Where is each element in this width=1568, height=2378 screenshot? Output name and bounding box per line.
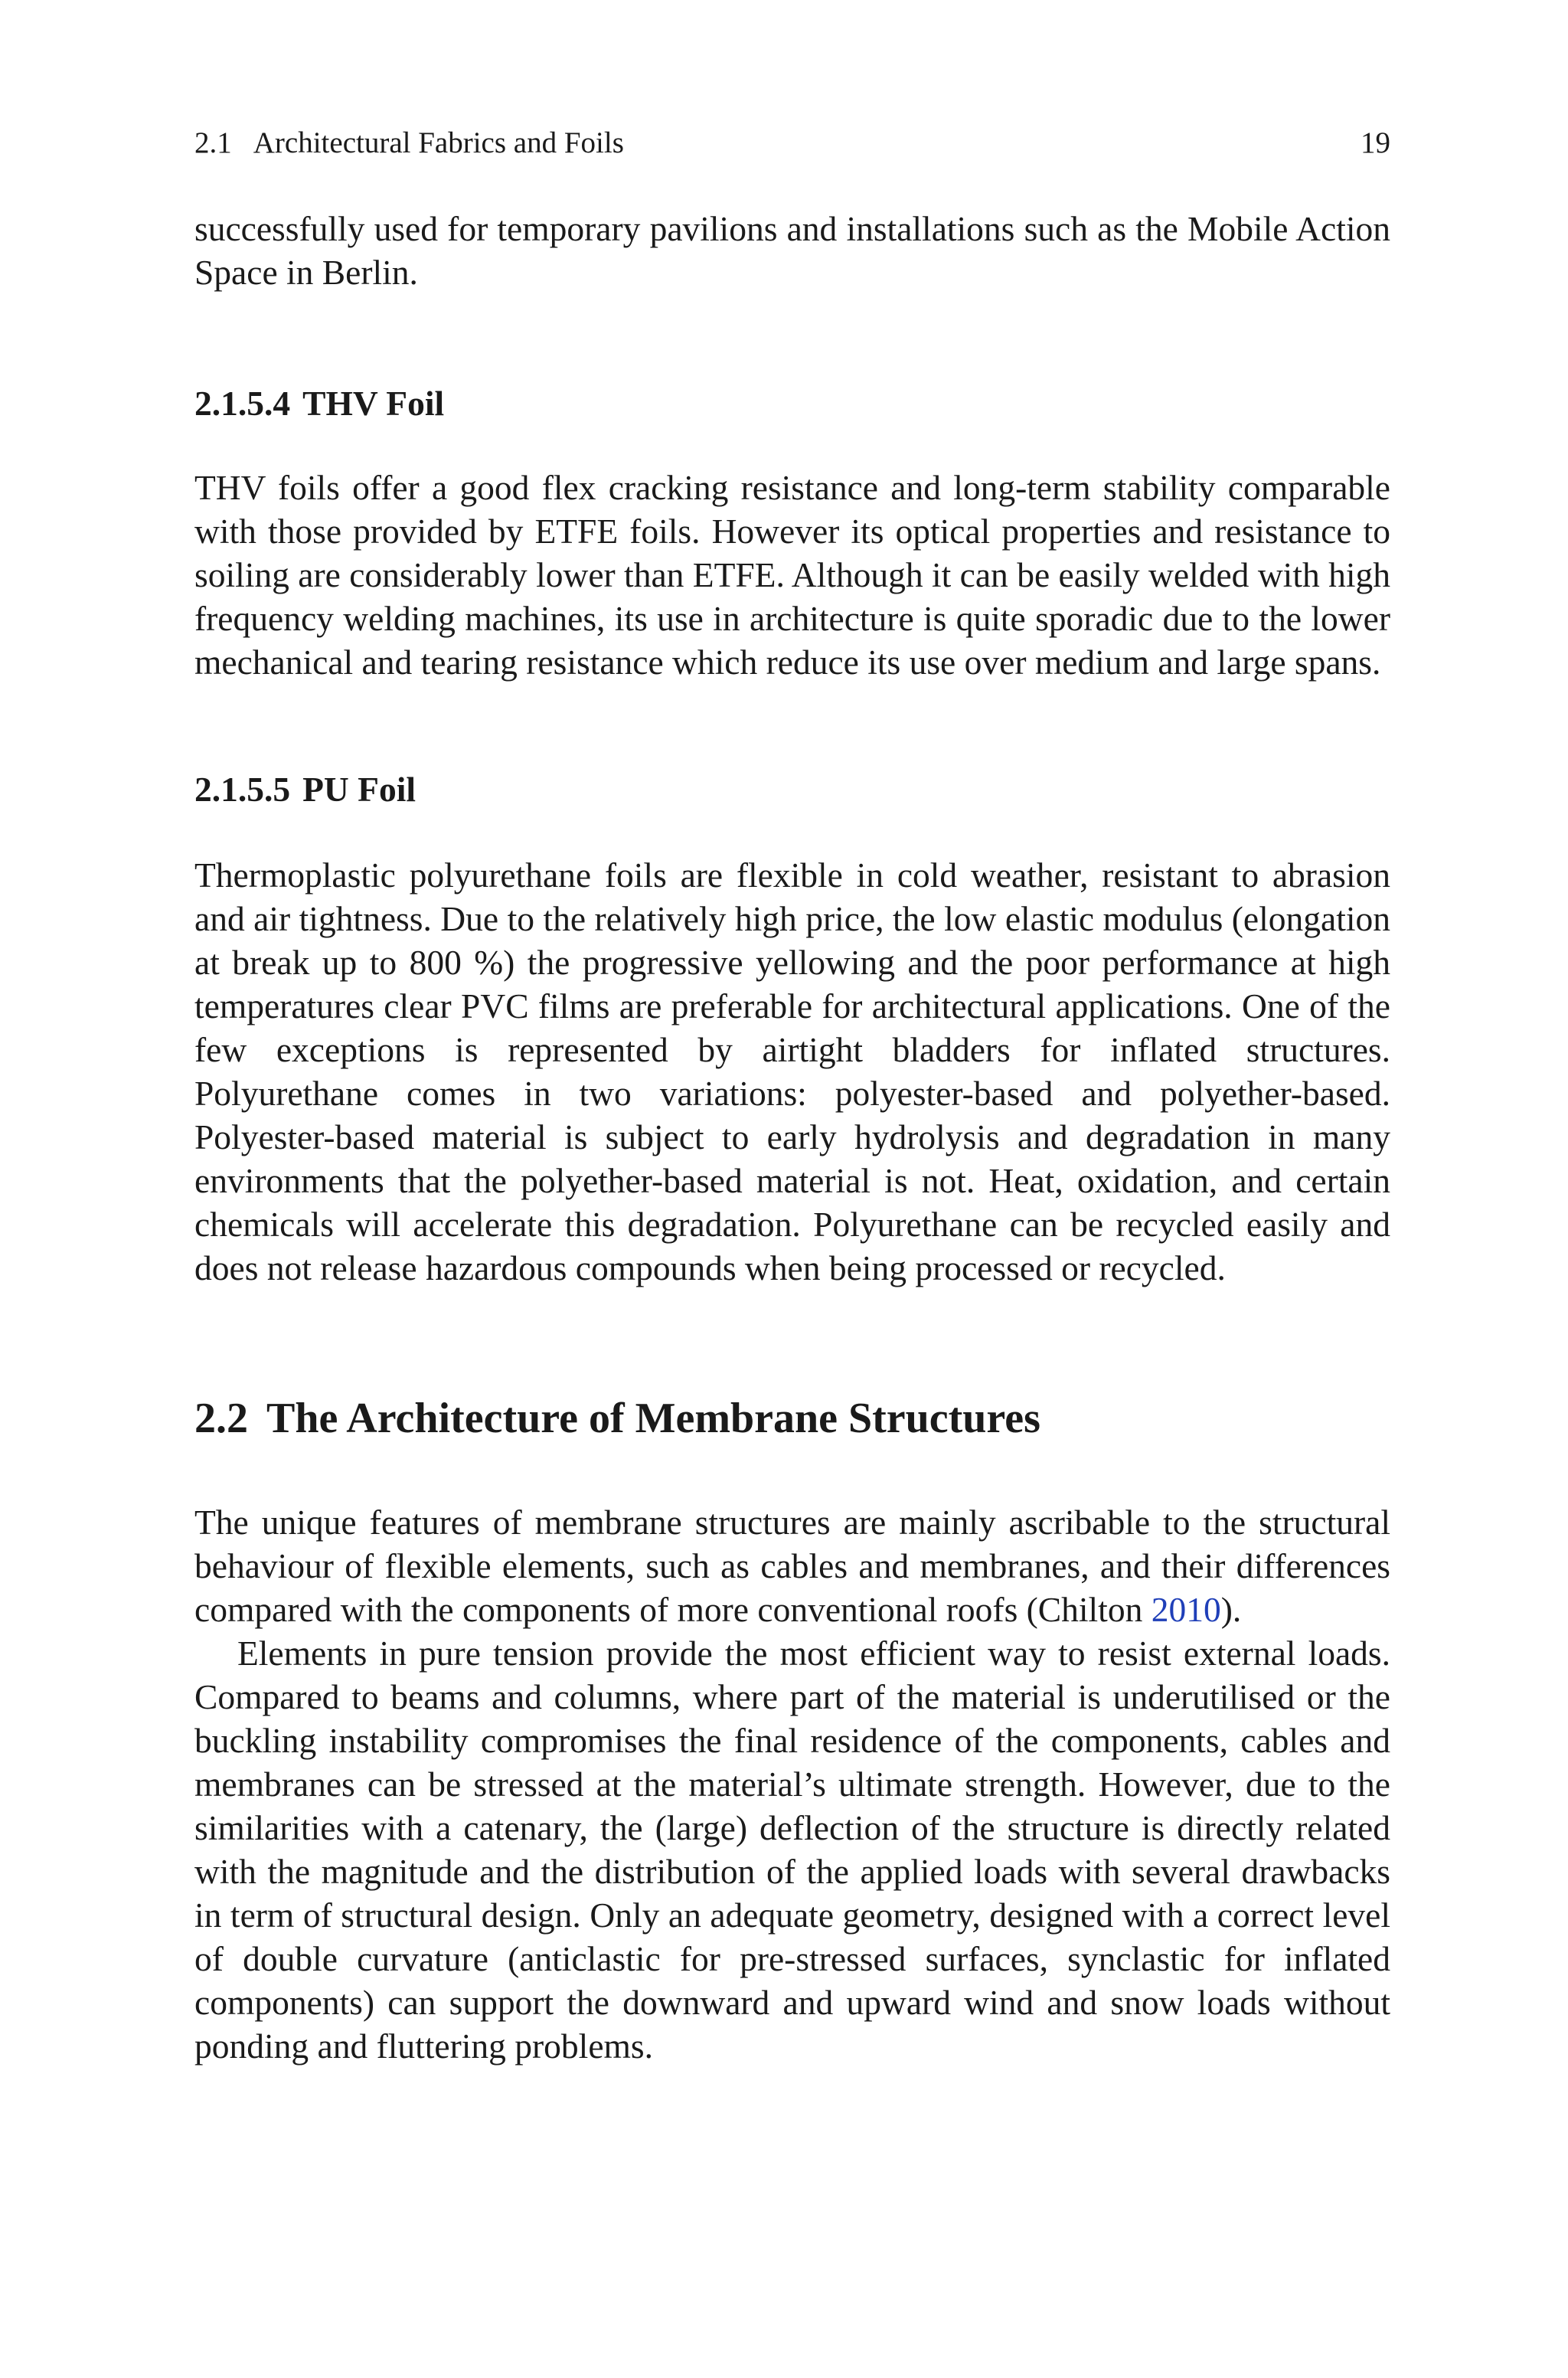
section-title: The Architecture of Membrane Structures <box>266 1395 1040 1442</box>
membrane-paragraph-1 <box>194 1500 1390 1631</box>
running-head-left <box>194 124 624 162</box>
subsection-title: THV Foil <box>302 384 445 423</box>
subsection-2-1-5-5 <box>194 767 1390 811</box>
thv-foil-paragraph: THV foils offer a good flex cracking resistance and long-term stability comparable with those provided by ETFE foils. However its optical properties and resistance to soiling are considerably lower than ETFE. Although it can be easily welded with high frequency welding machines, its use in architecture is quite sporadic due to the lower mechanical and tearing resistance which reduce its use over medium and large spans. <box>194 468 1390 682</box>
subsection-heading <box>194 381 1390 425</box>
paragraph-text: The unique features of membrane structures are mainly ascribable to the structural behaviour of flexible elements, such as cables and membranes, and their differences compared with the components of more conventional roofs (Chilton <box>194 1503 1390 1629</box>
section-heading <box>194 1392 1390 1445</box>
paragraph-text-end: ). <box>1220 1590 1242 1629</box>
running-head-section-number: 2.1 <box>194 126 232 159</box>
section-2-2 <box>194 1392 1390 1445</box>
membrane-paragraph-2: Elements in pure tension provide the most efficient way to resist external loads. Compared to beams and columns, where part of the material is underutilised or the buckling instability compromises the final residence of the components, cables and membranes can be stressed at the material’s ultimate strength. However, due to the similarities with a catenary, the (large) deflection of the structure is directly related with the magnitude and the distribution of the applied loads with several drawbacks in term of structural design. Only an adequate geometry, designed with a correct level of double curvature (anticlastic for pre-stressed surfaces, synclastic for inflated components) can support the downward and upward wind and snow loads without ponding and fluttering problems. <box>194 1634 1390 2066</box>
subsection-heading <box>194 767 1390 811</box>
subsection-2-1-5-4-body <box>194 466 1390 684</box>
page-number: 19 <box>1361 126 1390 159</box>
running-head <box>194 124 1390 162</box>
intro-paragraph: successfully used for temporary pavilions and installations such as the Mobile Action Space in Berlin. <box>194 209 1390 292</box>
citation-link-chilton-2010[interactable]: 2010 <box>1151 1590 1221 1629</box>
running-head-section-title: Architectural Fabrics and Foils <box>253 126 624 159</box>
subsection-2-1-5-4 <box>194 381 1390 425</box>
pu-foil-paragraph: Thermoplastic polyurethane foils are flexible in cold weather, resistant to abrasion and air tightness. Due to the relatively high price, the low elastic modulus (elongation at break up to 800 %) the progressive yellowing and the poor performance at high temperatures clear PVC films are preferable for architectural applications. One of the few exceptions is represented by airtight bladders for inflated structures. Polyurethane comes in two variations: polyester-based and polyether-based. Polyester-based material is subject to early hydrolysis and degradation in many environments that the polyether-based material is not. Heat, oxidation, and certain chemicals will accelerate this degradation. Polyurethane can be recycled easily and does not release hazardous compounds when being processed or recycled. <box>194 855 1390 1287</box>
subsection-number: 2.1.5.4 <box>194 384 291 423</box>
subsection-number: 2.1.5.5 <box>194 770 291 809</box>
subsection-title: PU Foil <box>302 770 416 809</box>
subsection-2-1-5-5-body <box>194 853 1390 1290</box>
section-2-2-body <box>194 1500 1390 2068</box>
section-number: 2.2 <box>194 1395 248 1442</box>
intro-block <box>194 207 1390 294</box>
